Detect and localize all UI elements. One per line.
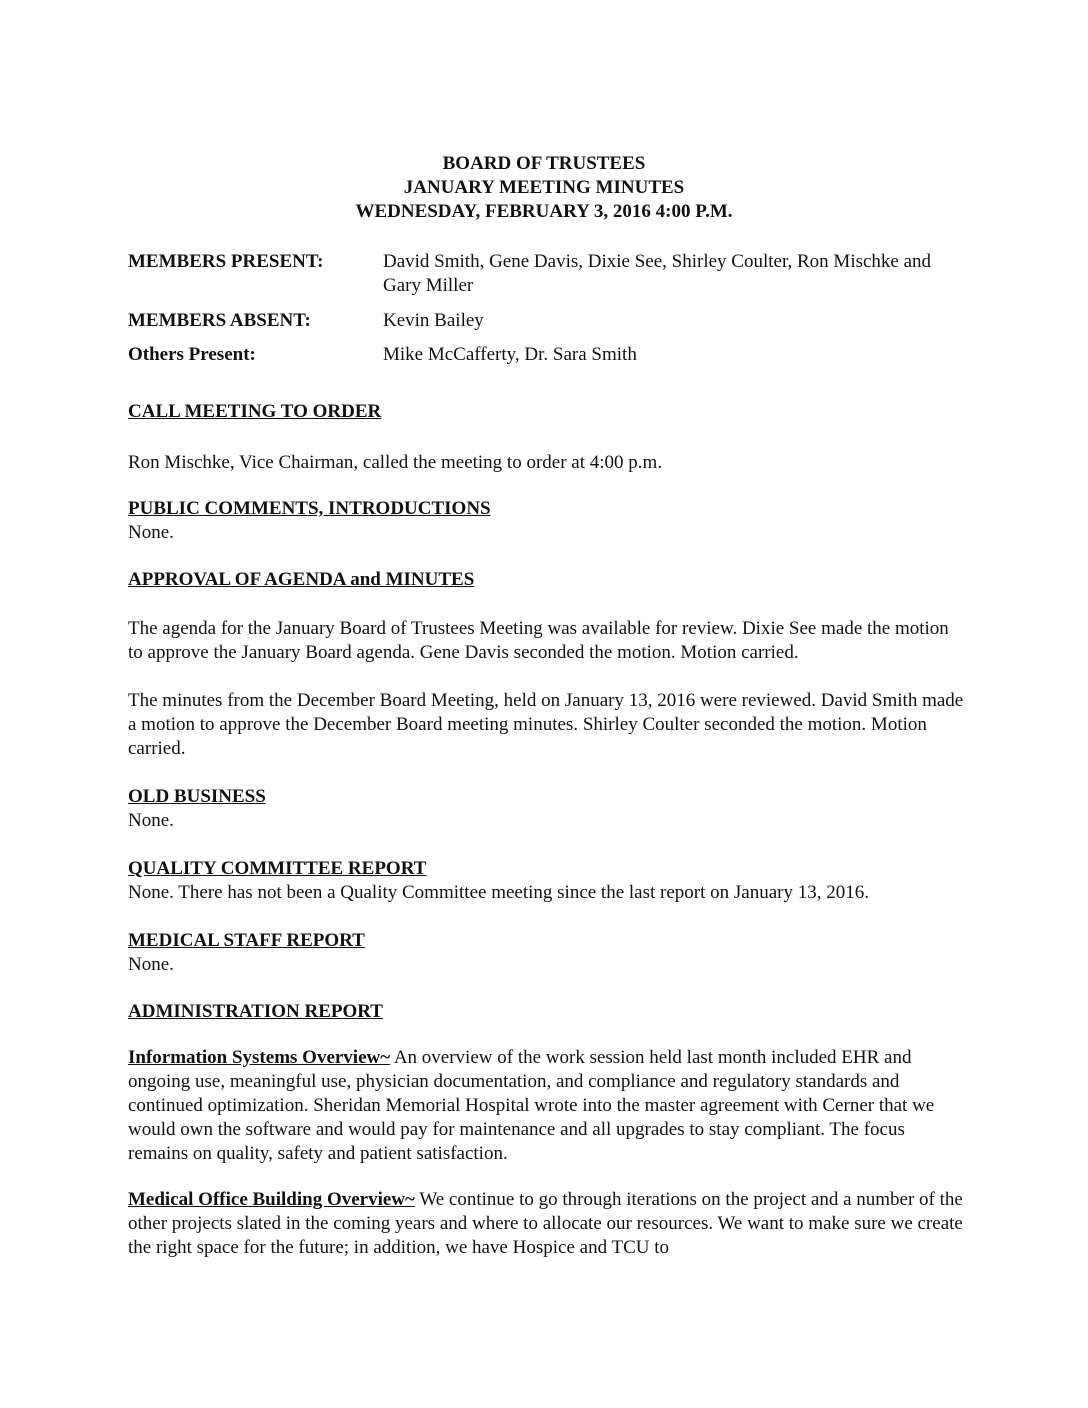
approval-heading: APPROVAL OF AGENDA and MINUTES xyxy=(128,569,475,590)
quality-committee-heading: QUALITY COMMITTEE REPORT xyxy=(128,858,427,879)
others-present-label: Others Present: xyxy=(128,344,256,365)
members-present-label: MEMBERS PRESENT: xyxy=(128,251,324,272)
others-present-value: Mike McCafferty, Dr. Sara Smith xyxy=(383,344,637,365)
administration-heading: ADMINISTRATION REPORT xyxy=(128,1001,383,1022)
members-absent-value: Kevin Bailey xyxy=(383,310,484,331)
members-present-value: David Smith, Gene Davis, Dixie See, Shirley Coulter, Ron Mischke and Gary Miller xyxy=(383,251,932,296)
information-systems-paragraph xyxy=(128,1046,964,1166)
medical-staff-heading: MEDICAL STAFF REPORT xyxy=(128,930,365,951)
call-to-order-text: Ron Mischke, Vice Chairman, called the meeting to order at 4:00 p.m. xyxy=(128,452,663,473)
quality-committee-text: None. There has not been a Quality Committee meeting since the last report on January 13, 2016. xyxy=(128,882,869,903)
old-business-text: None. xyxy=(128,810,174,831)
medical-office-text: We continue to go through iterations on the project and a number of the other projects slated in the coming years and where to allocate our resources. We want to make sure we create the right space for the future; in addition, we have Hospice and TCU to xyxy=(128,1189,963,1258)
public-comments-heading: PUBLIC COMMENTS, INTRODUCTIONS xyxy=(128,498,491,519)
medical-office-heading: Medical Office Building Overview~ xyxy=(128,1189,415,1210)
doc-title-line3: WEDNESDAY, FEBRUARY 3, 2016 4:00 P.M. xyxy=(355,201,733,222)
doc-title-line1: BOARD OF TRUSTEES xyxy=(442,153,646,174)
approval-minutes-text: The minutes from the December Board Meeting, held on January 13, 2016 were reviewed. David Smith made a motion to approve the December Board meeting minutes. Shirley Coulter seconded the motion. Motion carried. xyxy=(128,690,964,759)
doc-title-line2: JANUARY MEETING MINUTES xyxy=(403,177,685,198)
call-to-order-heading: CALL MEETING TO ORDER xyxy=(128,401,382,422)
information-systems-text: An overview of the work session held last month included EHR and ongoing use, meaningful use, physician documentation, and compliance and regulatory standards and continued optimization. Sheridan Memorial Hospital wrote into the master agreement with Cerner that we would own the software and would pay for maintenance and all upgrades to stay compliant. The focus remains on quality, safety and patient satisfaction. xyxy=(128,1047,935,1164)
members-absent-label: MEMBERS ABSENT: xyxy=(128,310,311,331)
information-systems-heading: Information Systems Overview~ xyxy=(128,1047,391,1068)
old-business-heading: OLD BUSINESS xyxy=(128,786,266,807)
approval-agenda-text: The agenda for the January Board of Trustees Meeting was available for review. Dixie See made the motion to approve the January Board agenda. Gene Davis seconded the motion. Motion carried. xyxy=(128,618,949,663)
public-comments-text: None. xyxy=(128,522,174,543)
medical-office-paragraph xyxy=(128,1188,964,1260)
medical-staff-text: None. xyxy=(128,954,174,975)
